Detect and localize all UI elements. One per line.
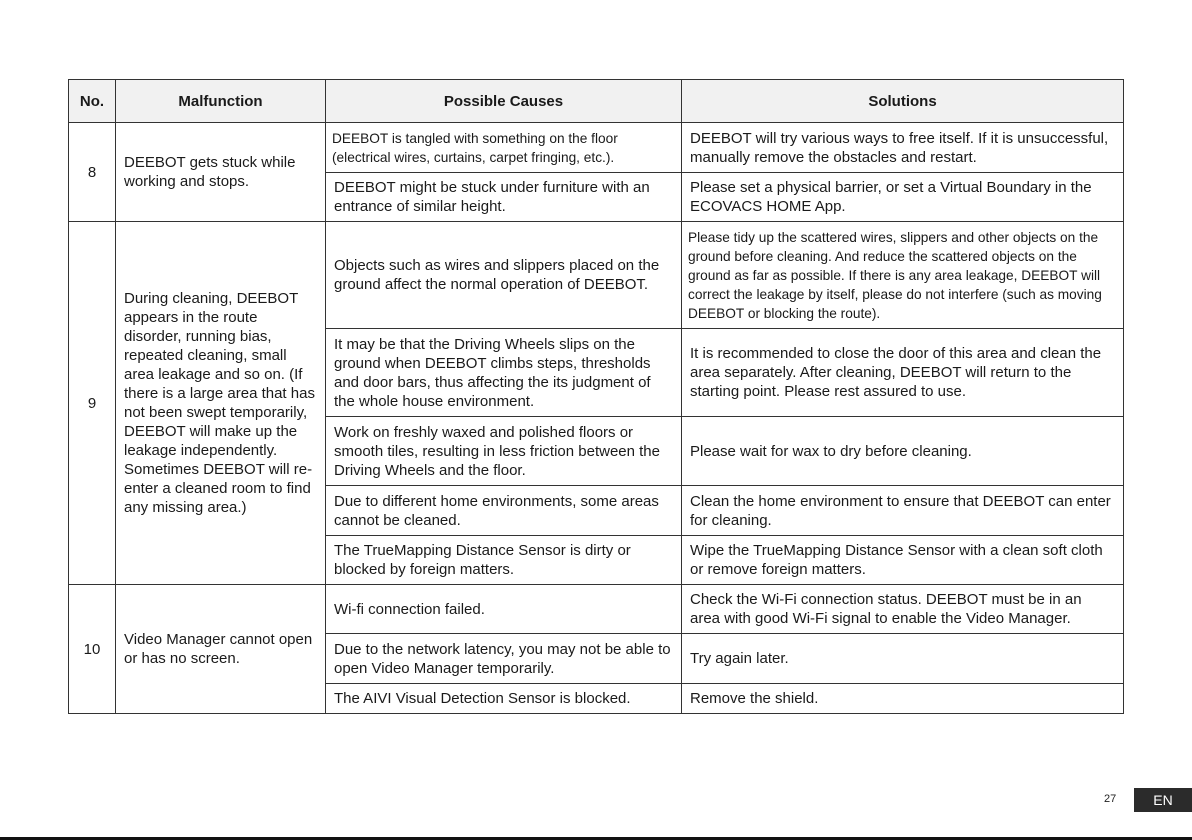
cause-cell: The AIVI Visual Detection Sensor is blocked. [326, 684, 682, 714]
cause-cell: The TrueMapping Distance Sensor is dirty or blocked by foreign matters. [326, 536, 682, 585]
malfunction-cell: DEEBOT gets stuck while working and stops. [116, 123, 326, 222]
header-malfunction: Malfunction [116, 80, 326, 123]
language-badge: EN [1134, 788, 1192, 812]
solution-cell: DEEBOT will try various ways to free itself. If it is unsuccessful, manually remove the obstacles and restart. [682, 123, 1124, 173]
cause-cell: Objects such as wires and slippers placed on the ground affect the normal operation of DEEBOT. [326, 222, 682, 329]
cause-cell: Wi-fi connection failed. [326, 585, 682, 634]
cause-cell: Due to the network latency, you may not be able to open Video Manager temporarily. [326, 634, 682, 684]
page-number: 27 [1104, 793, 1117, 805]
cause-cell: Work on freshly waxed and polished floors or smooth tiles, resulting in less friction between the Driving Wheels and the floor. [326, 417, 682, 486]
cause-cell: DEEBOT is tangled with something on the floor (electrical wires, curtains, carpet fringing, etc.). [326, 123, 682, 173]
solution-cell: Clean the home environment to ensure that DEEBOT can enter for cleaning. [682, 486, 1124, 536]
table-row [69, 585, 1124, 634]
header-possible-causes: Possible Causes [326, 80, 682, 123]
row-number: 10 [69, 585, 116, 714]
cause-cell: Due to different home environments, some areas cannot be cleaned. [326, 486, 682, 536]
solution-cell: Try again later. [682, 634, 1124, 684]
solution-cell: Please tidy up the scattered wires, slippers and other objects on the ground before cleaning. And reduce the scattered objects on the ground as far as possible. If there is any area leakage, DEEBOT will correct the leakage by itself, please do not interfere (such as moving DEEBOT or blocking the route). [682, 222, 1124, 329]
solution-cell: Please wait for wax to dry before cleaning. [682, 417, 1124, 486]
table-row [69, 123, 1124, 173]
solution-cell: It is recommended to close the door of this area and clean the area separately. After cleaning, DEEBOT will return to the starting point. Please rest assured to use. [682, 329, 1124, 417]
solution-cell: Check the Wi-Fi connection status. DEEBOT must be in an area with good Wi-Fi signal to enable the Video Manager. [682, 585, 1124, 634]
solution-cell: Please set a physical barrier, or set a Virtual Boundary in the ECOVACS HOME App. [682, 173, 1124, 222]
cause-cell: DEEBOT might be stuck under furniture with an entrance of similar height. [326, 173, 682, 222]
table-row [69, 222, 1124, 329]
header-solutions: Solutions [682, 80, 1124, 123]
solution-cell: Wipe the TrueMapping Distance Sensor with a clean soft cloth or remove foreign matters. [682, 536, 1124, 585]
malfunction-cell: During cleaning, DEEBOT appears in the route disorder, running bias, repeated cleaning, small area leakage and so on. (If there is a large area that has not been swept temporarily, DEEBOT will make up the leakage independently. Sometimes DEEBOT will re-enter a cleaned room to find any missing area.) [116, 222, 326, 585]
solution-cell: Remove the shield. [682, 684, 1124, 714]
malfunction-cell: Video Manager cannot open or has no screen. [116, 585, 326, 714]
row-number: 9 [69, 222, 116, 585]
cause-cell: It may be that the Driving Wheels slips on the ground when DEEBOT climbs steps, thresholds and door bars, thus affecting the its judgment of the whole house environment. [326, 329, 682, 417]
header-no: No. [69, 80, 116, 123]
row-number: 8 [69, 123, 116, 222]
troubleshooting-table [68, 79, 1124, 714]
table-header-row [69, 80, 1124, 123]
